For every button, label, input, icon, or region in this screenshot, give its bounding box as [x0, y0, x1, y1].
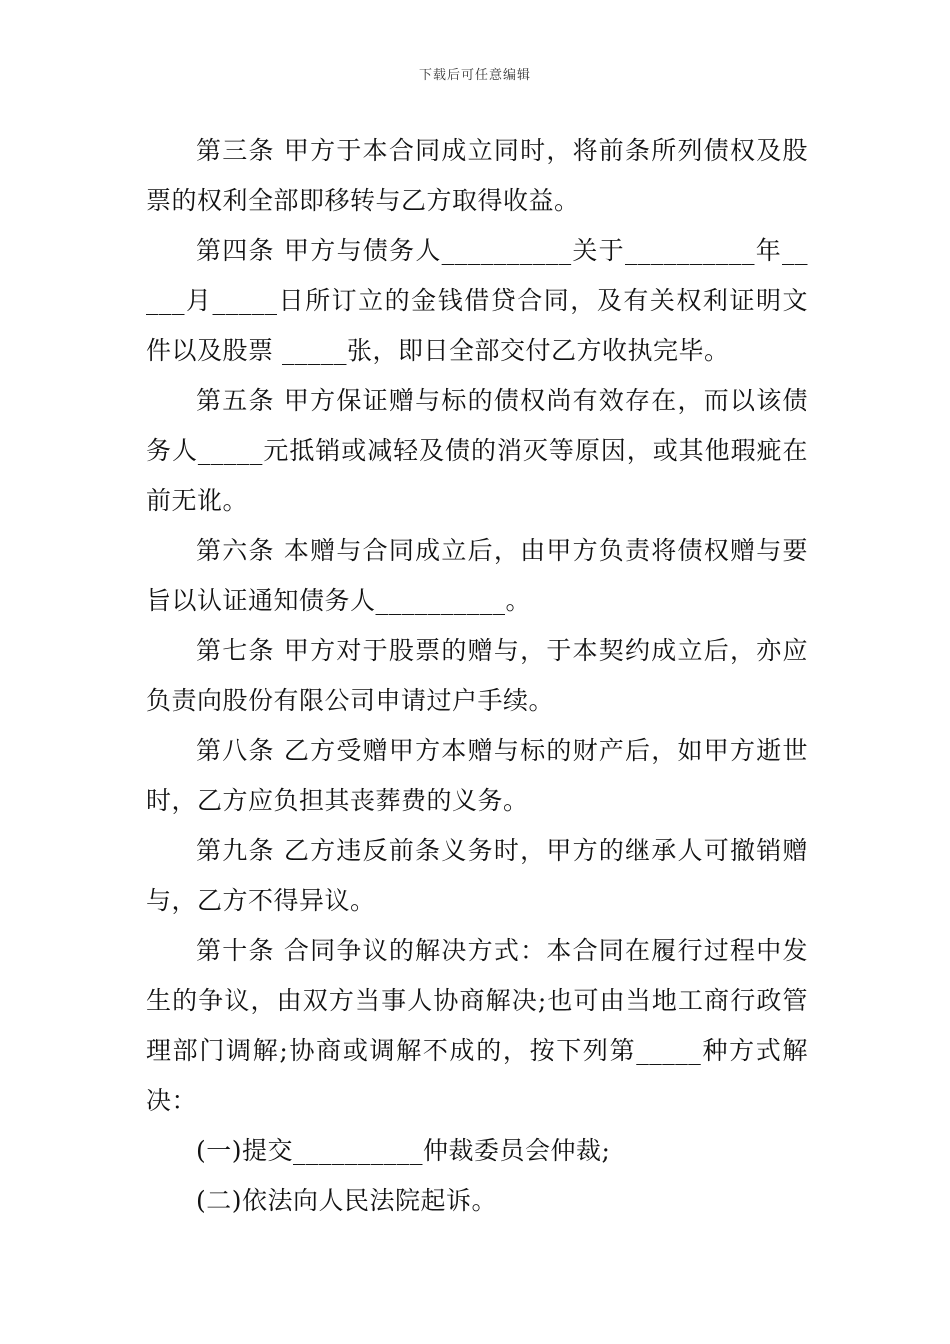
article-9: 第九条 乙方违反前条义务时，甲方的继承人可撤销赠与，乙方不得异议。 [146, 836, 808, 915]
page-header: 下载后可任意编辑 [418, 68, 531, 83]
article-10: 第十条 合同争议的解决方式：本合同在履行过程中发生的争议，由双方当事人协商解决;也可由当地工商行政管理部门调解;协商或调解不成的，按下列第_____种方式解决： [146, 936, 808, 1115]
article-5: 第五条 甲方保证赠与标的债权尚有效存在，而以该债务人_____元抵销或减轻及债的消灭等原因，或其他瑕疵在前无讹。 [146, 386, 808, 515]
article-3: 第三条 甲方于本合同成立同时，将前条所列债权及股票的权利全部即移转与乙方取得收益。 [146, 136, 808, 215]
article-7: 第七条 甲方对于股票的赠与，于本契约成立后，亦应负责向股份有限公司申请过户手续。 [146, 636, 808, 715]
article-4: 第四条 甲方与债务人__________关于__________年_____月_____日所订立的金钱借贷合同，及有关权利证明文件以及股票 _____张，即日全部交付乙方收执完毕。 [146, 236, 808, 365]
option-2: (二)依法向人民法院起诉。 [196, 1186, 498, 1215]
option-1: (一)提交__________仲裁委员会仲裁; [196, 1136, 611, 1165]
article-6: 第六条 本赠与合同成立后，由甲方负责将债权赠与要旨以认证通知债务人__________。 [146, 536, 808, 615]
document-body [146, 126, 808, 1226]
article-8: 第八条 乙方受赠甲方本赠与标的财产后，如甲方逝世时，乙方应负担其丧葬费的义务。 [146, 736, 808, 815]
